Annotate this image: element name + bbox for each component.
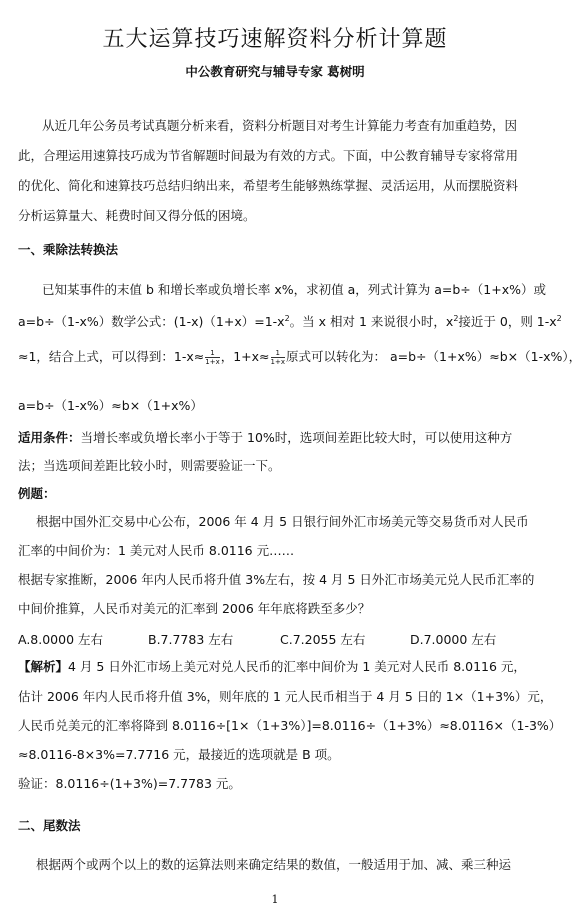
s1-line-2: a=b÷（1-x%）数学公式：$(1-x)(1+x)=1-x^2$。当 x 相对 1 来说很小时，$x^2$接近于 0，则 $1-x^2$ [18,314,562,330]
s1-line-3: ≈1，结合上式，可以得到：1-x≈ $\frac{1}{1+x}$ ，1+x≈ $\frac{1}{1+x}$ 原式可以转化为： a=b÷（1+x%）≈b×（1-x%）， [18,349,581,366]
example-label: 例题： [18,486,56,501]
condition-line-1: 适用条件：当增长率或负增长率小于等于 10%时，选项间差距比较大时，可以使用这种方 [18,430,513,445]
fraction: $\frac{1}{1+x}$ [270,349,286,366]
analysis-line-2: 估计 2006 年内人民币将升值 3%，则年底的 1 元人民币相当于 4 月 5 日的 1×（1+3%）元， [18,689,553,704]
example-line-3: 根据专家推断，2006 年内人民币将升值 3%左右，按 4 月 5 日外汇市场美元兑人民币汇率的 [18,572,535,587]
analysis-line-1: 【解析】4 月 5 日外汇市场上美元对兑人民币的汇率中间价为 1 美元对人民币 8.0116 元， [18,659,526,674]
example-line-4: 中间价推算，人民币对美元的汇率到 2006 年年底将跌至多少？ [18,601,371,616]
section-2-heading: 二、尾数法 [18,818,81,833]
analysis-line-4: ≈8.0116-8×3%=7.7716 元，最接近的选项就是 B 项。 [18,747,340,762]
option-c: C.7.2055 左右 [280,632,366,647]
example-line-2: 汇率的中间价为：1 美元对人民币 8.0116 元…… [18,543,295,558]
intro-line-1: 从近几年公务员考试真题分析来看，资料分析题目对考生计算能力考查有加重趋势，因 [42,118,518,133]
option-d: D.7.0000 左右 [410,632,497,647]
s1-line-1: 已知某事件的末值 b 和增长率或负增长率 x%，求初值 a，列式计算为 a=b÷（1+x%）或 [42,282,546,297]
fraction: $\frac{1}{1+x}$ [205,349,220,366]
author-line: 中公教育研究与辅导专家 葛树明 [185,64,365,79]
s1-line-4: a=b÷（1-x%）≈b×（1+x%） [18,398,203,413]
verify-line: 验证：8.0116÷(1+3%)=7.7783 元。 [18,776,241,791]
intro-line-3: 的优化、简化和速算技巧总结归纳出来，希望考生能够熟练掌握、灵活运用，从而摆脱资料 [18,178,519,193]
section-1-heading: 一、乘除法转换法 [18,242,119,257]
page-title: 五大运算技巧速解资料分析计算题 [102,27,448,52]
intro-line-2: 此，合理运用速算技巧成为节省解题时间最为有效的方式。下面，中公教育辅导专家将常用 [18,148,519,163]
option-a: A.8.0000 左右 [18,632,104,647]
page-number: 1 [271,893,279,906]
condition-line-2: 法；当选项间差距比较小时，则需要验证一下。 [18,458,281,473]
analysis-line-3: 人民币兑美元的汇率将降到 8.0116÷[1×（1+3%）]=8.0116÷（1+3%）≈8.0116×（1-3%） [18,718,562,733]
option-b: B.7.7783 左右 [148,632,234,647]
s2-line-1: 根据两个或两个以上的数的运算法则来确定结果的数值，一般适用于加、减、乘三种运 [36,857,512,872]
intro-line-4: 分析运算量大、耗费时间又得分低的困境。 [18,208,256,223]
example-line-1: 根据中国外汇交易中心公布，2006 年 4 月 5 日银行间外汇市场美元等交易货币对人民币 [36,514,529,529]
